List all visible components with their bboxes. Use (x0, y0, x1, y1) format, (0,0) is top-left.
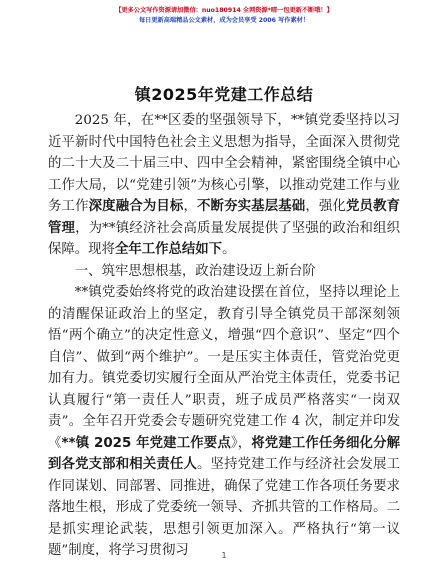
section-heading (48, 261, 400, 283)
text-run: ， (183, 199, 197, 214)
bold-text-run: **镇 2025 年党建工作要点 (61, 435, 231, 451)
intro-paragraph (48, 110, 400, 261)
bold-text-run: 全年工作总结如下 (114, 242, 223, 257)
bold-text-run: 党员教育管理 (48, 199, 401, 236)
text-run: 一、筑牢思想根基，政治建设迈上新台阶 (74, 263, 316, 279)
text-run: 。 (222, 242, 236, 257)
bold-text-run: 不断夯实基层基础 (197, 199, 306, 214)
text-run: 2025 年，在**区委的坚强领导下，**镇党委坚持以习近平新时代中国特色社会主义思想为指导，全面深入贯彻党的二十大及二十届三中、四中全会精神，紧密围绕全镇中心工作大局，以“党建引领”为核心引擎，以推动党建工作与业务工作 (48, 113, 400, 214)
text-run: ，为**镇经济社会高质量发展提供了坚强的政治和组织保障。现将 (48, 220, 401, 257)
page-number: 1 (221, 551, 227, 560)
text-run: **镇党委始终将党的政治建设摆在首位，坚持以理论上的清醒保证政治上的坚定，教育引导全镇党员干部深刻领悟“两个确立”的决定性意义，增强“四个意识”、坚定“四个自信”、做到“两个维护”。一是压实主体责任，管党治党更加有力。镇党委切实履行全面从严治党主体责任，党委书记认真履行“第一责任人”职责，班子成员严格落实“一岗双责”。全年召开党委会专题研究党建工作 4 次，制定并印发《 (48, 285, 400, 451)
document-title: 镇2025年党建工作总结 (134, 85, 314, 104)
section-paragraph (48, 282, 400, 562)
banner-line-1: 【更多公文写作资源请加微信：nuo180914 全网资源*晴一包更新不断哦！】 (115, 7, 333, 14)
text-run: 》， (230, 435, 252, 451)
bold-text-run: 深度融合为目标 (88, 199, 184, 214)
text-run: 。坚持党建工作与经济社会发展工作同谋划、同部署、同推进，确保了党建工作各项任务要求落地生根，形成了党委统一领导、齐抓共管的工作格局。二是抓实理论武装，思想引领更加深入。严格执行“第一议题”制度，将学习贯彻习 (48, 457, 401, 558)
banner-line-2: 每日更新高端精品公文素材，成为会员享受 2006 写作素材！ (138, 17, 310, 24)
document-body (48, 110, 400, 562)
header-banner (0, 6, 448, 26)
bold-text-run: 将党建工作任务细化分解到各党支部和相关责任人 (48, 435, 400, 472)
text-run: ，强化 (305, 199, 346, 214)
